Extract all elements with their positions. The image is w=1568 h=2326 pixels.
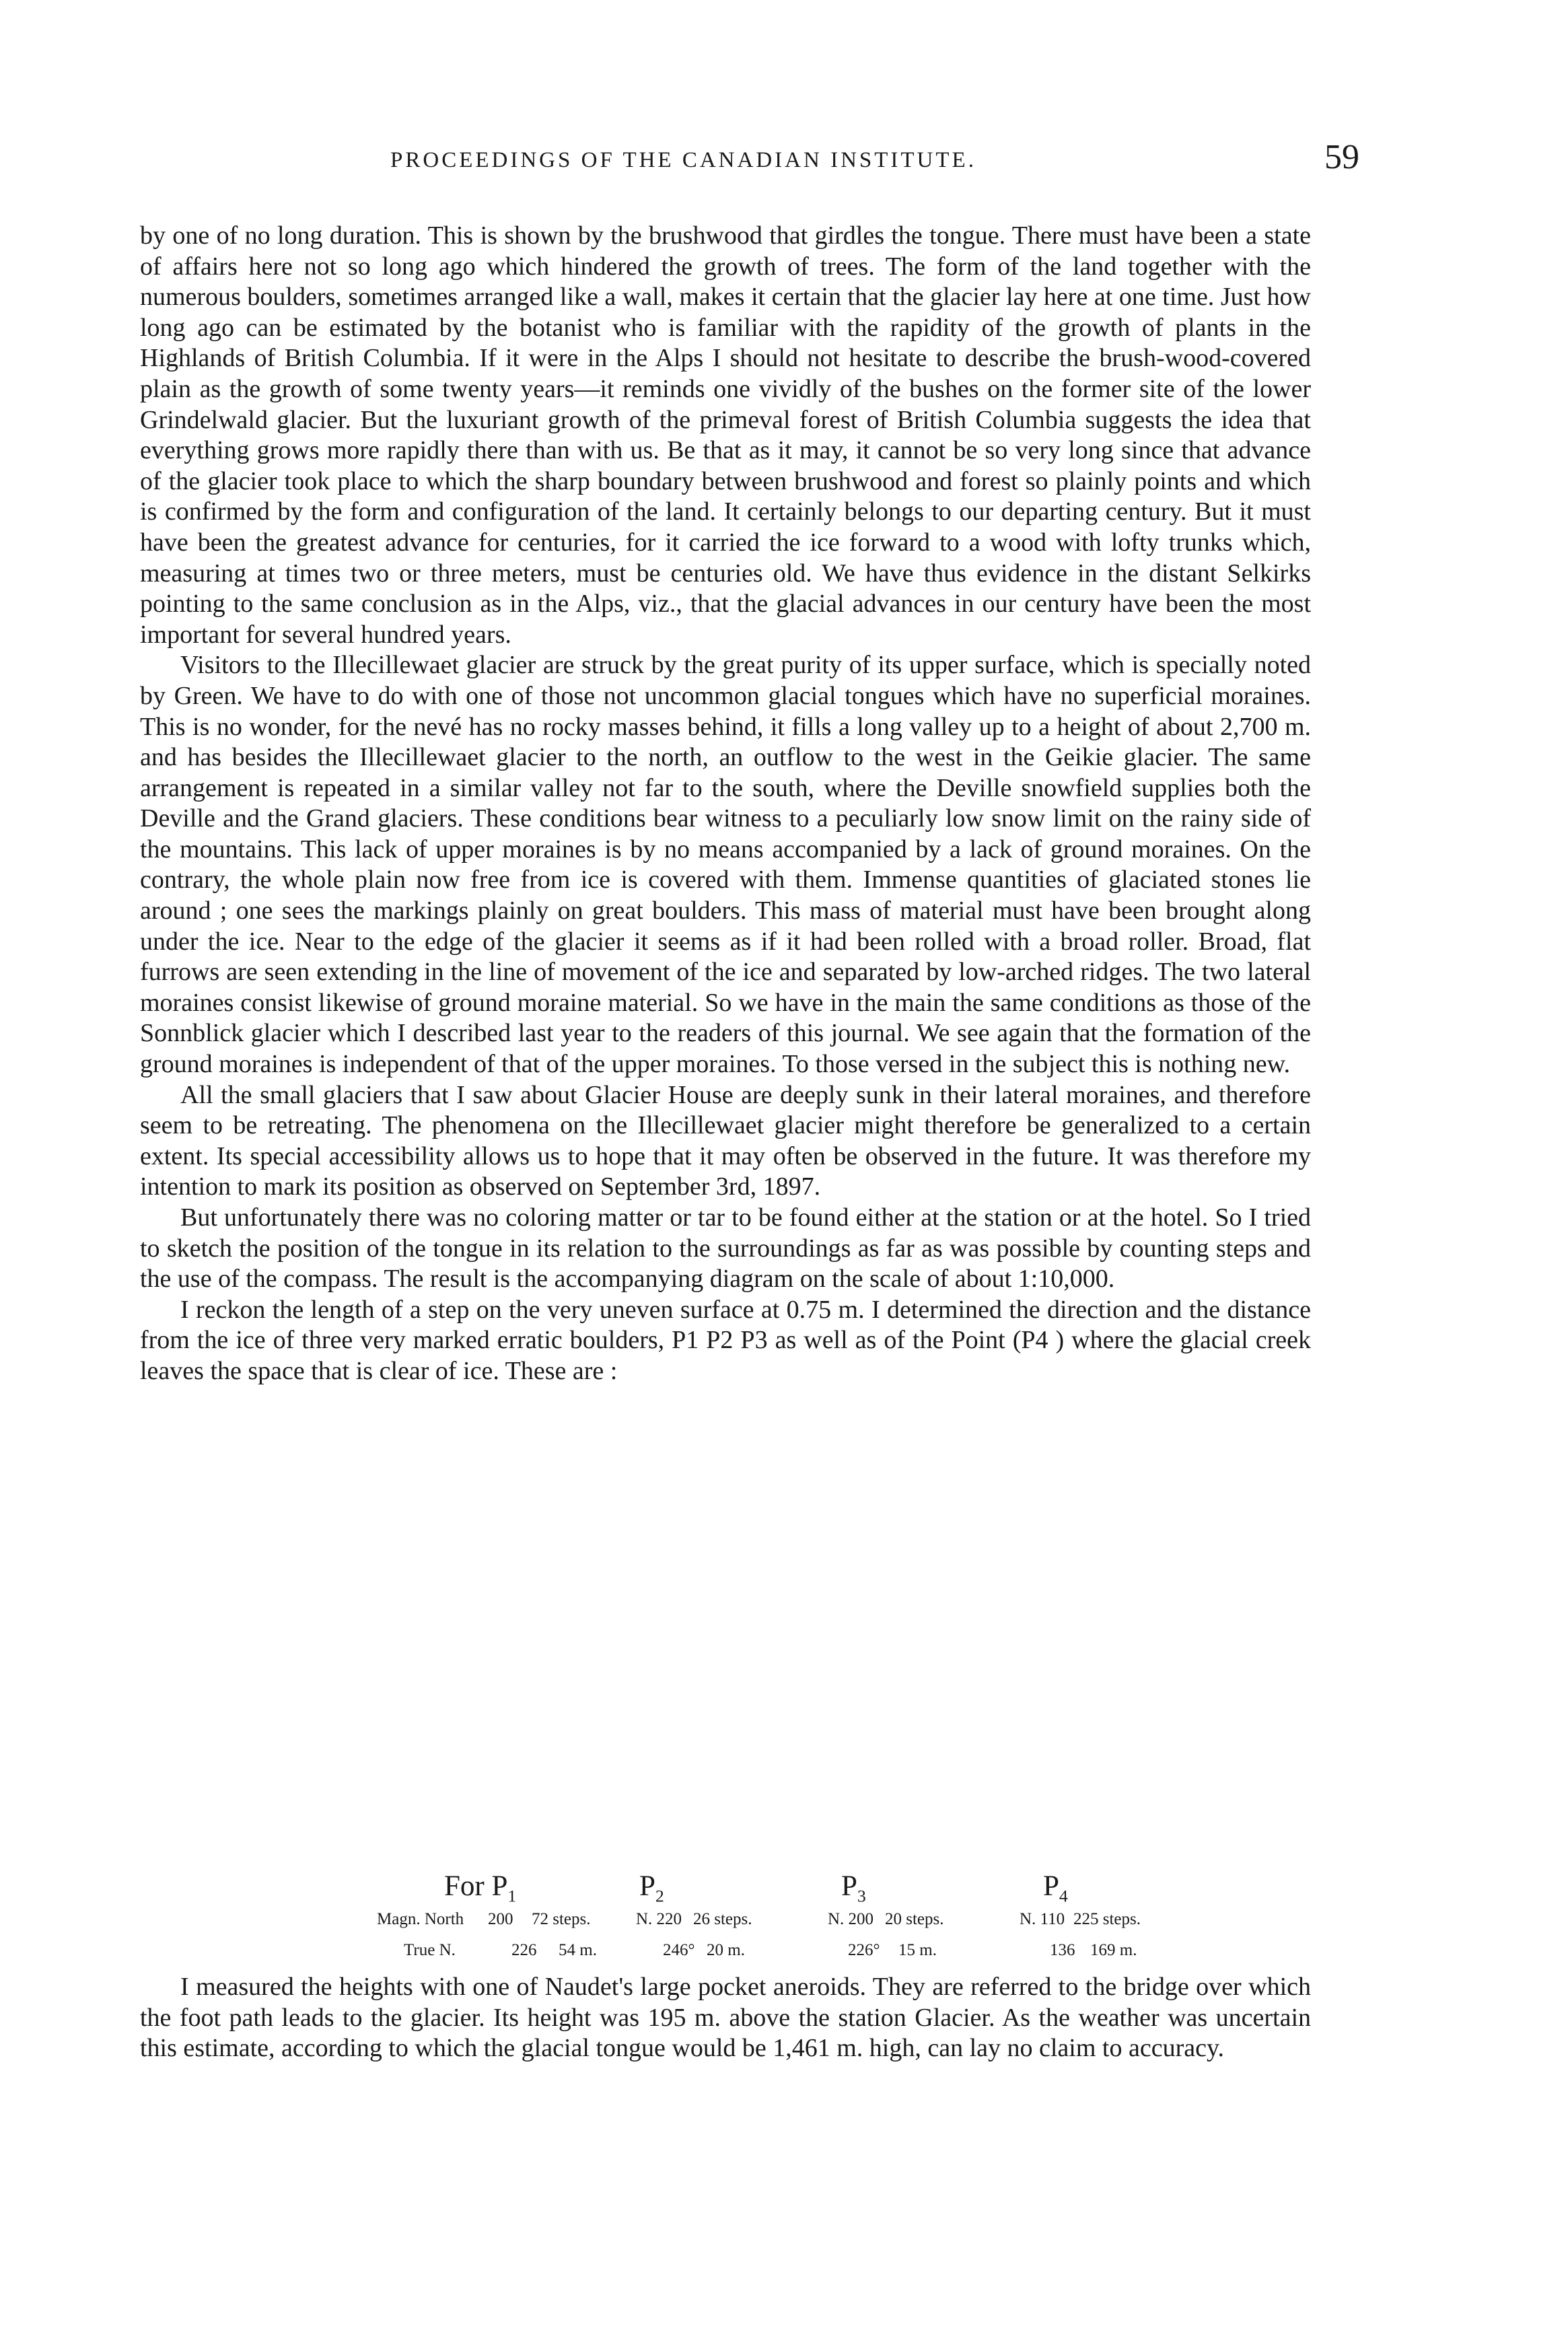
closing-text [140,1972,1311,2064]
table-head: $P_3$ [841,1870,866,1906]
paragraph: Visitors to the Illecillewaet glacier are struck by the great purity of its upper surface, which is specially noted by Green. We have to do with one of those not uncommon glacial tongues which have no superficial moraines. This is no wonder, for the nevé has no rocky masses behind, it fills a long valley up to a height of about 2,700 m. and has besides the Illecillewaet glacier to the north, an outflow to the west in the Geikie glacier. The same arrangement is repeated in a similar valley not far to the south, where the Deville snowfield supplies both the Deville and the Grand glaciers. These conditions bear witness to a peculiarly low snow limit on the rainy side of the mountains. This lack of upper moraines is by no means accompanied by a lack of ground moraines. On the contrary, the whole plain now free from ice is covered with them. Immense quantities of glaciated stones lie around ; one sees the markings plainly on great boulders. This mass of material must have been brought along under the ice. Near to the edge of the glacier it seems as if it had been rolled with a broad roller. Broad, flat furrows are seen extending in the line of movement of the ice and separated by low-arched ridges. The two lateral moraines consist likewise of ground moraine material. So we have in the main the same conditions as those of the Sonnblick glacier which I described last year to the readers of this journal. We see again that the formation of the ground moraines is independent of that of the upper moraines. To those versed in the subject this is nothing new. [140,651,1311,1079]
measurement-table [377,1870,1218,1972]
paragraph: All the small glaciers that I saw about Glacier House are deeply sunk in their lateral moraines, and therefore seem to be retreating. The phenomena on the Illecillewaet glacier might therefore be generalized to a certain extent. Its special accessibility allows us to hope that it may often be observed in the future. It was therefore my intention to mark its position as observed on September 3rd, 1897. [140,1080,1311,1201]
table-header-row [377,1870,1218,1910]
table-cell: 136 [1050,1941,1075,1959]
table-cell: 20 steps. [885,1910,944,1928]
table-cell: 200 [488,1910,513,1928]
table-cell: 15 m. [898,1941,937,1959]
table-cell: 226 [511,1941,537,1959]
table-head: For $P_1$ [444,1870,517,1906]
table-row [377,1941,1218,1972]
table-cell: 20 m. [707,1941,745,1959]
paragraph: I reckon the length of a step on the very uneven surface at 0.75 m. I determined the direction and the distance from the ice of three very marked erratic boulders, P1 P2 P3 as well as of the Point (P4 ) where the glacial creek leaves the space that is clear of ice. These are : [140,1295,1311,1385]
table-cell: 26 steps. [693,1910,752,1928]
running-head: PROCEEDINGS OF THE CANADIAN INSTITUTE. [390,148,976,172]
table-cell: 169 m. [1090,1941,1137,1959]
paragraph: I measured the heights with one of Naudet's large pocket aneroids. They are referred to the bridge over which the foot path leads to the glacier. Its height was 195 m. above the station Glacier. As the weather was uncertain this estimate, according to which the glacial tongue would be 1,461 m. high, can lay no claim to accuracy. [140,1973,1311,2063]
page-header [135,135,1359,188]
table-row [377,1910,1218,1941]
table-cell: 72 steps. [532,1910,591,1928]
table-cell: 54 m. [559,1941,597,1959]
paragraph: by one of no long duration. This is shown by the brushwood that girdles the tongue. There must have been a state of affairs here not so long ago which hindered the growth of trees. The form of the land together with the numerous boulders, sometimes arranged like a wall, makes it certain that the glacier lay here at one time. Just how long ago can be estimated by the botanist who is familiar with the rapidity of the growth of plants in the Highlands of British Columbia. If it were in the Alps I should not hesitate to describe the brush-wood-covered plain as the growth of some twenty years—it reminds one vividly of the bushes on the former site of the lower Grindelwald glacier. But the luxuriant growth of the primeval forest of British Columbia suggests the idea that everything grows more rapidly there than with us. Be that as it may, it cannot be so very long since that advance of the glacier took place to which the sharp boundary between brushwood and forest so plainly points and which is confirmed by the form and configuration of the land. It certainly belongs to our departing century. But it must have been the greatest advance for centuries, for it carried the ice forward to a wood with lofty trunks which, measuring at times two or three meters, must be centuries old. We have thus evidence in the distant Selkirks pointing to the same conclusion as in the Alps, viz., that the glacial advances in our century have been the most important for several hundred years. [140,221,1311,649]
table-head: $P_4$ [1043,1870,1068,1906]
paragraph: But unfortunately there was no coloring matter or tar to be found either at the station or at the hotel. So I tried to sketch the position of the tongue in its relation to the surroundings as far as was possible by counting steps and the use of the compass. The result is the accompanying diagram on the scale of about 1:10,000. [140,1203,1311,1294]
table-cell: 225 steps. [1073,1910,1141,1928]
body-text [140,221,1311,1387]
table-cell: 246° [663,1941,695,1959]
row-label: Magn. North [377,1910,464,1928]
table-cell: N. 110 [1020,1910,1065,1928]
page-number: 59 [1324,138,1359,176]
table-cell: 226° [848,1941,880,1959]
table-cell: N. 220 [636,1910,682,1928]
row-label: True N. [404,1941,456,1959]
table-head: $P_2$ [639,1870,664,1906]
table-cell: N. 200 [828,1910,874,1928]
